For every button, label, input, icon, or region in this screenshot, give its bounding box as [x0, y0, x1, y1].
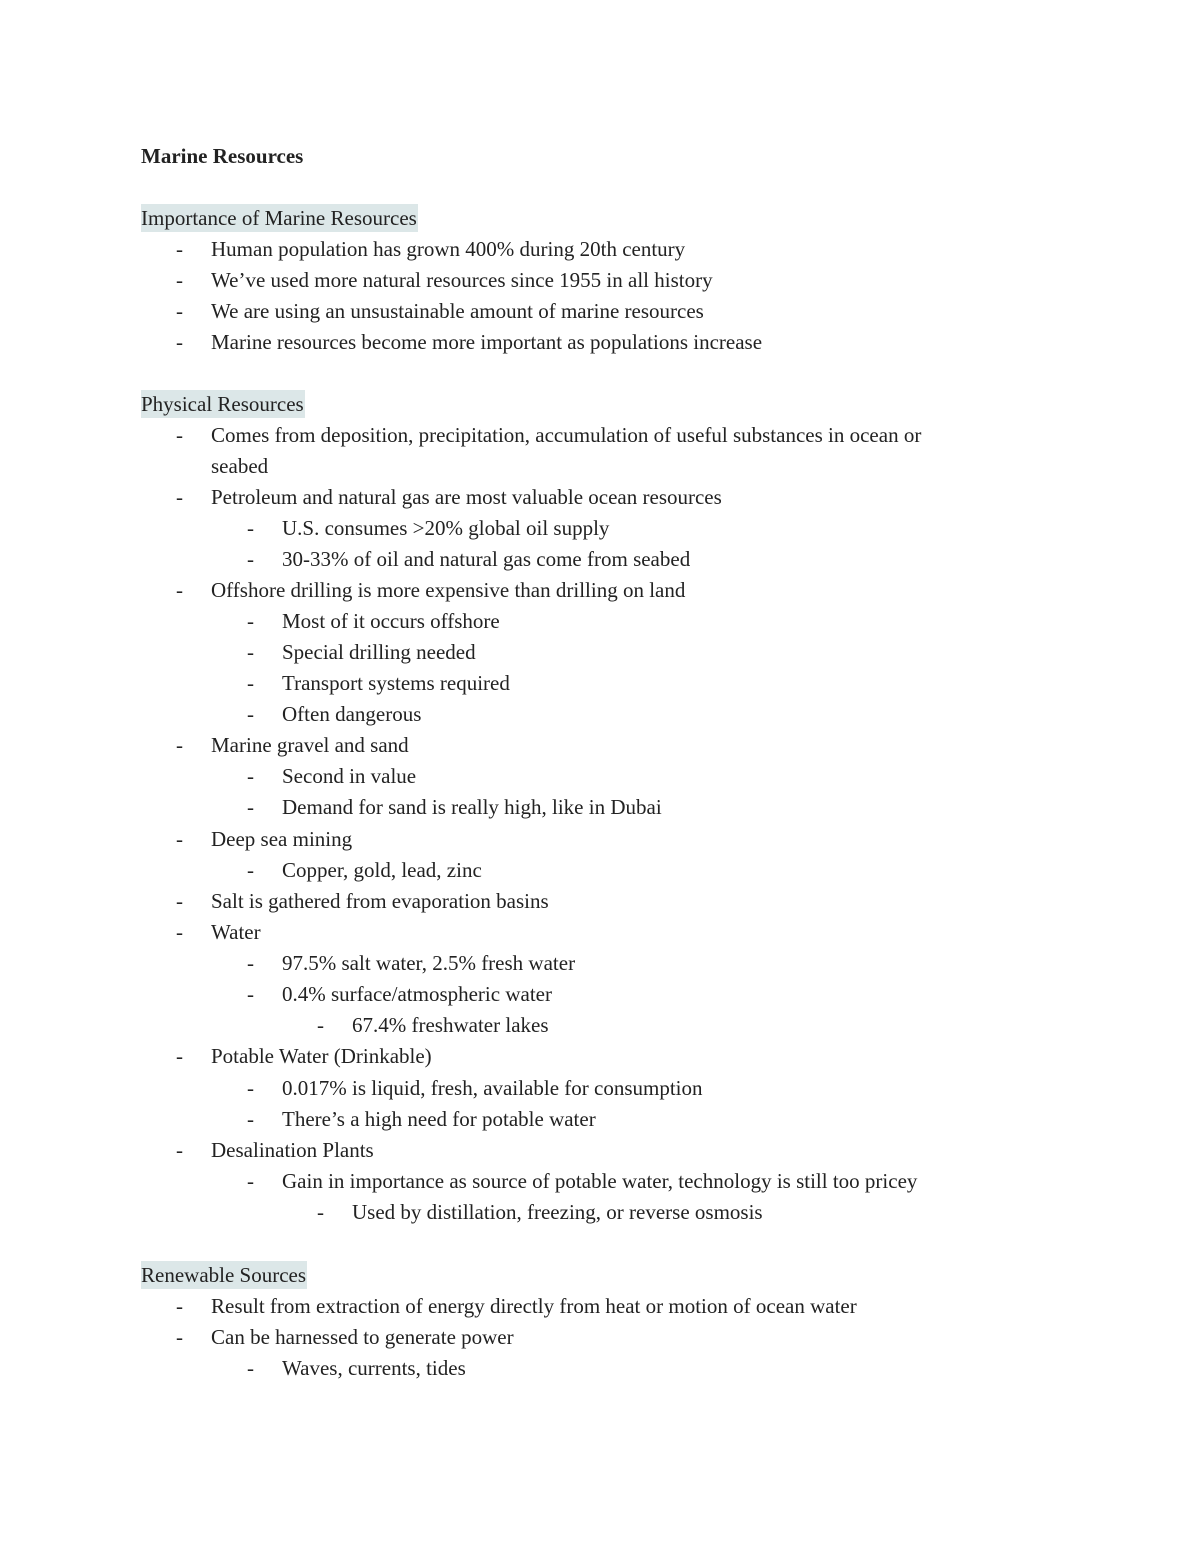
list-item-text: 0.017% is liquid, fresh, available for consumption — [282, 1076, 703, 1100]
dash-bullet: - — [176, 237, 183, 261]
dash-bullet: - — [176, 299, 183, 323]
page-title: Marine Resources — [141, 144, 304, 168]
list-item-text: 97.5% salt water, 2.5% fresh water — [282, 951, 576, 975]
list-item-text: Can be harnessed to generate power — [211, 1325, 514, 1349]
list-item-text: Offshore drilling is more expensive than drilling on land — [211, 578, 686, 602]
dash-bullet: - — [247, 1356, 254, 1380]
dash-bullet: - — [176, 485, 183, 509]
dash-bullet: - — [176, 827, 183, 851]
dash-bullet: - — [176, 330, 183, 354]
list-item-text: Most of it occurs offshore — [282, 609, 500, 633]
section-heading-importance: Importance of Marine Resources — [141, 206, 417, 230]
list-item-text: Marine resources become more important as populations increase — [211, 330, 763, 354]
dash-bullet: - — [176, 1294, 183, 1318]
list-item-text: Petroleum and natural gas are most valuable ocean resources — [211, 485, 722, 509]
list-item-text: Marine gravel and sand — [211, 733, 409, 757]
list-item-text: We’ve used more natural resources since 1955 in all history — [211, 268, 713, 292]
dash-bullet: - — [176, 1325, 183, 1349]
section-heading-physical: Physical Resources — [141, 392, 304, 416]
list-item-text: There’s a high need for potable water — [282, 1107, 596, 1131]
dash-bullet: - — [176, 578, 183, 602]
dash-bullet: - — [317, 1013, 324, 1037]
dash-bullet: - — [317, 1200, 324, 1224]
dash-bullet: - — [247, 764, 254, 788]
list-item-text: Demand for sand is really high, like in Dubai — [282, 795, 662, 819]
list-item-text: seabed — [211, 454, 269, 478]
list-item-text: Special drilling needed — [282, 640, 476, 664]
list-item-text: Transport systems required — [282, 671, 510, 695]
list-item-text: 0.4% surface/atmospheric water — [282, 982, 552, 1006]
list-item-text: Gain in importance as source of potable water, technology is still too pricey — [282, 1169, 918, 1193]
list-item-text: Human population has grown 400% during 20th century — [211, 237, 686, 261]
dash-bullet: - — [176, 1044, 183, 1068]
dash-bullet: - — [247, 702, 254, 726]
dash-bullet: - — [247, 982, 254, 1006]
dash-bullet: - — [247, 951, 254, 975]
list-item-text: Used by distillation, freezing, or reverse osmosis — [352, 1200, 763, 1224]
dash-bullet: - — [176, 733, 183, 757]
list-item-text: U.S. consumes >20% global oil supply — [282, 516, 610, 540]
dash-bullet: - — [247, 640, 254, 664]
list-item-text: Second in value — [282, 764, 417, 788]
dash-bullet: - — [176, 889, 183, 913]
dash-bullet: - — [247, 609, 254, 633]
list-item-text: Often dangerous — [282, 702, 422, 726]
dash-bullet: - — [176, 1138, 183, 1162]
list-item-text: Salt is gathered from evaporation basins — [211, 889, 549, 913]
list-item-text: Deep sea mining — [211, 827, 353, 851]
list-item-text: Comes from deposition, precipitation, accumulation of useful substances in ocean or — [211, 423, 922, 447]
list-item-text: Water — [211, 920, 261, 944]
dash-bullet: - — [247, 516, 254, 540]
list-item-text: 67.4% freshwater lakes — [352, 1013, 549, 1037]
list-item-text: Potable Water (Drinkable) — [211, 1044, 432, 1068]
list-item-text: 30-33% of oil and natural gas come from seabed — [282, 547, 691, 571]
list-item-text: Waves, currents, tides — [282, 1356, 466, 1380]
list-item-text: Desalination Plants — [211, 1138, 374, 1162]
dash-bullet: - — [176, 423, 183, 447]
dash-bullet: - — [176, 920, 183, 944]
dash-bullet: - — [247, 547, 254, 571]
section-heading-renewable: Renewable Sources — [141, 1263, 307, 1287]
list-item-text: Result from extraction of energy directly from heat or motion of ocean water — [211, 1294, 857, 1318]
list-item-text: Copper, gold, lead, zinc — [282, 858, 482, 882]
dash-bullet: - — [247, 1169, 254, 1193]
dash-bullet: - — [247, 795, 254, 819]
dash-bullet: - — [247, 671, 254, 695]
dash-bullet: - — [247, 1076, 254, 1100]
dash-bullet: - — [247, 858, 254, 882]
dash-bullet: - — [176, 268, 183, 292]
dash-bullet: - — [247, 1107, 254, 1131]
list-item-text: We are using an unsustainable amount of marine resources — [211, 299, 704, 323]
